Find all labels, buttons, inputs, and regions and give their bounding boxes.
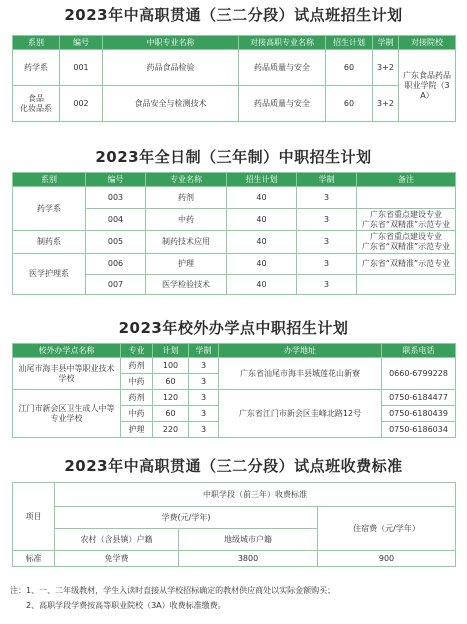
- sec2-header: 备注: [357, 173, 456, 187]
- dept-cell: 制药系: [13, 231, 86, 254]
- section4-title: 2023年中高职贯通（三二分段）试点班收费标准: [64, 457, 403, 475]
- cell: 004: [86, 209, 146, 231]
- cell: 3: [297, 187, 357, 209]
- tuition-label: 学费(元/学年): [55, 507, 318, 529]
- sec2-table: [12, 172, 456, 295]
- footnote-2: 2、高职学段学费按高等职业院校（3A）收费标准缴费。: [10, 601, 226, 610]
- school-phone: 0750-6184477: [382, 390, 456, 406]
- sec3-header: 办学地址: [219, 344, 382, 358]
- cell: 40: [227, 231, 297, 254]
- cell: 药品质量与安全: [239, 50, 326, 86]
- cell: 药剂: [121, 390, 153, 406]
- item-label: 项目: [13, 483, 55, 551]
- footnote-1: 注：1、一、二年级教材，学生入读时直接从学校招标确定的教材供应商处以实际金额购买；: [10, 586, 336, 595]
- cell: 3: [189, 390, 219, 406]
- sec1-header: 对接高职专业名称: [239, 36, 326, 50]
- rural-label: 农村（含县镇）户籍: [55, 529, 179, 551]
- school-name: 汕尾市海丰县中等职业技术学校: [13, 358, 121, 390]
- stage-label: 中职学段（前三年）收费标准: [55, 483, 456, 507]
- table-row: [13, 187, 456, 209]
- cell: 医学检验技术: [146, 275, 227, 295]
- cell: 药剂: [146, 187, 227, 209]
- cell: 001: [60, 50, 103, 86]
- cell: 100: [153, 358, 189, 374]
- school-phone: 0750-6180439: [382, 406, 456, 422]
- school-address: 广东省汕尾市海丰县城莲花山新寮: [219, 358, 382, 390]
- sec2-header: 编号: [86, 173, 146, 187]
- cell: 3: [189, 374, 219, 390]
- sec1-header: 学制: [373, 36, 399, 50]
- cell: 003: [86, 187, 146, 209]
- cell: 中药: [146, 209, 227, 231]
- school-phone: 0750-6186034: [382, 422, 456, 438]
- sec3-header: 计划: [153, 344, 189, 358]
- cell: 220: [153, 422, 189, 438]
- sec3-header: 联系电话: [382, 344, 456, 358]
- section3-title: 2023年校外办学点中职招生计划: [118, 319, 349, 337]
- sec3-header: 专业: [121, 344, 153, 358]
- cell: 002: [60, 86, 103, 122]
- school-phone: 0660-6799228: [382, 358, 456, 390]
- cell: 005: [86, 231, 146, 254]
- cell: 3: [297, 231, 357, 254]
- cell: 60: [326, 86, 373, 122]
- cell: 3: [297, 275, 357, 295]
- note-cell: [357, 275, 456, 295]
- sec3-table: [12, 343, 456, 438]
- school-name: 江门市新会区卫生成人中等专业学校: [13, 390, 121, 438]
- dept-cell: 药学系: [13, 187, 86, 231]
- cell: 007: [86, 275, 146, 295]
- cell: 60: [153, 406, 189, 422]
- sec3-header: 校外办学点名称: [13, 344, 121, 358]
- cell: 3: [189, 358, 219, 374]
- cell: 3: [189, 422, 219, 438]
- note-cell: 广东省重点建设专业 广东省“双精准”示范专业: [357, 231, 456, 254]
- cell: 3+2: [373, 50, 399, 86]
- sec1-header: 中职专业名称: [103, 36, 239, 50]
- cell: 60: [153, 374, 189, 390]
- note-cell: 广东省重点建设专业 广东省“双精准”示范专业: [357, 209, 456, 231]
- urban-label: 地级城市户籍: [179, 529, 318, 551]
- fee-table: [12, 482, 456, 567]
- table-row: [13, 86, 456, 122]
- table-row: [13, 358, 456, 374]
- sec2-header: 招生计划: [227, 173, 297, 187]
- cell: 40: [227, 254, 297, 275]
- cell: 中药: [121, 374, 153, 390]
- section2-title: 2023年全日制（三年制）中职招生计划: [95, 148, 372, 166]
- rural-value: 免学费: [55, 551, 179, 567]
- school-address: 广东省江门市新会区圭峰北路12号: [219, 390, 382, 438]
- cell: 护理: [146, 254, 227, 275]
- sec3-header: 学制: [189, 344, 219, 358]
- cell: 40: [227, 275, 297, 295]
- section1-title: 2023年中高职贯通（三二分段）试点班招生计划: [64, 6, 403, 24]
- cell: 3+2: [373, 86, 399, 122]
- std-label: 标准: [13, 551, 55, 567]
- cell: 3: [297, 209, 357, 231]
- sec2-header: 系别: [13, 173, 86, 187]
- note-cell: [357, 187, 456, 209]
- cell: 006: [86, 254, 146, 275]
- sec1-header: 编号: [60, 36, 103, 50]
- sec2-header: 学制: [297, 173, 357, 187]
- cell: 中药: [121, 406, 153, 422]
- sec1-header: 招生计划: [326, 36, 373, 50]
- sec1-header: 对接院校: [399, 36, 456, 50]
- cell: 120: [153, 390, 189, 406]
- cell: 药品质量与安全: [239, 86, 326, 122]
- table-row: [13, 231, 456, 254]
- cell: 药学系: [13, 50, 60, 86]
- partner-school: 广东食品药品职业学院（3A）: [399, 50, 456, 122]
- cell: 40: [227, 187, 297, 209]
- sec2-header: 专业名称: [146, 173, 227, 187]
- cell: 护理: [121, 422, 153, 438]
- table-row: [13, 254, 456, 275]
- cell: 60: [326, 50, 373, 86]
- note-cell: 广东省“双精准”示范专业: [357, 254, 456, 275]
- cell: 药品食品检验: [103, 50, 239, 86]
- sec1-header: 系别: [13, 36, 60, 50]
- cell: 药剂: [121, 358, 153, 374]
- cell: 3: [297, 254, 357, 275]
- lodging-label: 住宿费（元/学年）: [318, 507, 456, 551]
- table-row: [13, 390, 456, 406]
- cell: 食品 化妆品系: [13, 86, 60, 122]
- cell: 制药技术应用: [146, 231, 227, 254]
- cell: 3: [189, 406, 219, 422]
- cell: 40: [227, 209, 297, 231]
- table-row: [13, 50, 456, 86]
- urban-value: 3800: [179, 551, 318, 567]
- cell: 食品安全与检测技术: [103, 86, 239, 122]
- lodging-value: 900: [318, 551, 456, 567]
- dept-cell: 医学护理系: [13, 254, 86, 295]
- sec1-table: [12, 35, 456, 122]
